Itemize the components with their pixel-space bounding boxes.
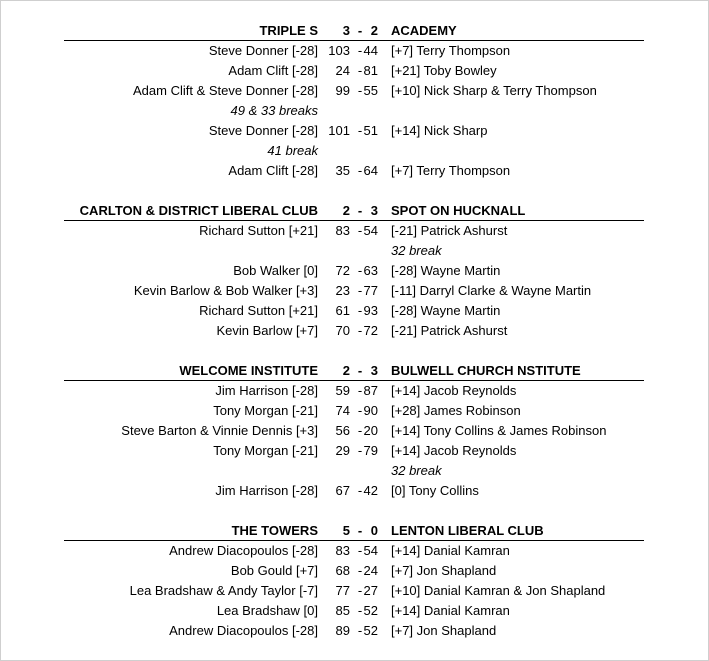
home-frame-score: 99	[335, 83, 350, 98]
frame-row	[0, 221, 709, 241]
home-team-score: 5	[342, 523, 350, 538]
score-separator: -	[357, 163, 363, 178]
score-separator: -	[357, 603, 363, 618]
frame-row	[0, 321, 709, 341]
match-header	[0, 361, 709, 381]
score-separator: -	[357, 43, 363, 58]
score-separator: -	[357, 383, 363, 398]
home-frame-score: 83	[335, 223, 350, 238]
score-separator: -	[357, 483, 363, 498]
away-team-name: BULWELL CHURCH NSTITUTE	[391, 363, 581, 378]
break-note-row	[0, 141, 709, 161]
away-frame-score: 24	[363, 563, 378, 578]
home-frame-score: 23	[335, 283, 350, 298]
score-separator: -	[357, 123, 363, 138]
away-frame-score: 54	[363, 543, 378, 558]
match-header	[0, 201, 709, 221]
break-note: 32 break	[391, 463, 442, 478]
match-header	[0, 521, 709, 541]
home-frame-score: 70	[335, 323, 350, 338]
home-frame-score: 83	[335, 543, 350, 558]
home-player: Adam Clift [-28]	[228, 63, 318, 78]
score-separator: -	[357, 363, 363, 378]
home-frame-score: 77	[335, 583, 350, 598]
home-team-score: 2	[342, 363, 350, 378]
frame-row	[0, 621, 709, 641]
away-player: [-21] Patrick Ashurst	[391, 323, 508, 338]
frame-row	[0, 561, 709, 581]
away-team-name: ACADEMY	[391, 23, 457, 38]
home-frame-score: 85	[335, 603, 350, 618]
away-frame-score: 79	[363, 443, 378, 458]
away-player: [+10] Danial Kamran & Jon Shapland	[391, 583, 606, 598]
frame-row	[0, 81, 709, 101]
break-note-row	[0, 461, 709, 481]
away-player: [+28] James Robinson	[391, 403, 521, 418]
score-separator: -	[357, 563, 363, 578]
score-separator: -	[357, 223, 363, 238]
frame-row	[0, 481, 709, 501]
home-player: Andrew Diacopoulos [-28]	[169, 623, 318, 638]
away-player: [0] Tony Collins	[391, 483, 479, 498]
break-note-row	[0, 101, 709, 121]
frame-row	[0, 601, 709, 621]
away-player: [-11] Darryl Clarke & Wayne Martin	[391, 283, 592, 298]
away-player: [+7] Jon Shapland	[391, 563, 497, 578]
away-player: [+14] Nick Sharp	[391, 123, 488, 138]
away-player: [+14] Danial Kamran	[391, 543, 510, 558]
home-player: Lea Bradshaw [0]	[216, 603, 318, 618]
frame-row	[0, 161, 709, 181]
away-frame-score: 90	[363, 403, 378, 418]
home-frame-score: 89	[335, 623, 350, 638]
home-player: Adam Clift [-28]	[228, 163, 318, 178]
home-team-name: CARLTON & DISTRICT LIBERAL CLUB	[79, 203, 318, 218]
home-frame-score: 29	[335, 443, 350, 458]
break-note: 32 break	[391, 243, 442, 258]
away-player: [+14] Danial Kamran	[391, 603, 510, 618]
home-team-name: WELCOME INSTITUTE	[179, 363, 318, 378]
home-frame-score: 74	[335, 403, 350, 418]
home-player: Bob Walker [0]	[233, 263, 318, 278]
match-block	[0, 361, 709, 501]
away-frame-score: 44	[363, 43, 378, 58]
home-player: Andrew Diacopoulos [-28]	[169, 543, 318, 558]
frame-row	[0, 441, 709, 461]
away-player: [+14] Jacob Reynolds	[391, 383, 517, 398]
away-frame-score: 20	[363, 423, 378, 438]
home-player: Adam Clift & Steve Donner [-28]	[133, 83, 318, 98]
match-block	[0, 521, 709, 641]
away-frame-score: 77	[363, 283, 378, 298]
away-player: [-28] Wayne Martin	[391, 263, 501, 278]
frame-row	[0, 281, 709, 301]
match-block	[0, 201, 709, 341]
home-frame-score: 35	[335, 163, 350, 178]
home-player: Lea Bradshaw & Andy Taylor [-7]	[129, 583, 318, 598]
score-separator: -	[357, 23, 363, 38]
frame-row	[0, 581, 709, 601]
home-player: Richard Sutton [+21]	[199, 223, 318, 238]
away-frame-score: 81	[363, 63, 378, 78]
away-frame-score: 54	[363, 223, 378, 238]
home-team-score: 3	[342, 23, 350, 38]
home-player: Richard Sutton [+21]	[199, 303, 318, 318]
break-note: 49 & 33 breaks	[230, 103, 318, 118]
away-player: [-28] Wayne Martin	[391, 303, 501, 318]
home-frame-score: 59	[335, 383, 350, 398]
away-frame-score: 52	[363, 603, 378, 618]
away-player: [+21] Toby Bowley	[391, 63, 497, 78]
away-frame-score: 87	[363, 383, 378, 398]
frame-row	[0, 381, 709, 401]
score-separator: -	[357, 423, 363, 438]
frame-row	[0, 541, 709, 561]
away-frame-score: 93	[363, 303, 378, 318]
away-frame-score: 51	[363, 123, 378, 138]
match-block	[0, 21, 709, 181]
home-frame-score: 67	[335, 483, 350, 498]
home-frame-score: 72	[335, 263, 350, 278]
away-player: [+7] Terry Thompson	[391, 43, 511, 58]
home-team-score: 2	[342, 203, 350, 218]
away-player: [+14] Tony Collins & James Robinson	[391, 423, 607, 438]
score-separator: -	[357, 323, 363, 338]
away-frame-score: 63	[363, 263, 378, 278]
score-separator: -	[357, 83, 363, 98]
away-frame-score: 42	[363, 483, 378, 498]
away-team-name: SPOT ON HUCKNALL	[391, 203, 526, 218]
frame-row	[0, 301, 709, 321]
away-player: [-21] Patrick Ashurst	[391, 223, 508, 238]
home-player: Jim Harrison [-28]	[215, 383, 318, 398]
score-separator: -	[357, 583, 363, 598]
away-team-name: LENTON LIBERAL CLUB	[391, 523, 544, 538]
away-frame-score: 64	[363, 163, 378, 178]
break-note: 41 break	[267, 143, 318, 158]
home-player: Tony Morgan [-21]	[213, 443, 318, 458]
home-team-name: THE TOWERS	[231, 523, 318, 538]
home-player: Tony Morgan [-21]	[213, 403, 318, 418]
home-frame-score: 24	[335, 63, 350, 78]
score-separator: -	[357, 263, 363, 278]
away-frame-score: 52	[363, 623, 378, 638]
away-frame-score: 72	[363, 323, 378, 338]
away-team-score: 3	[370, 203, 378, 218]
home-frame-score: 101	[328, 123, 350, 138]
away-team-score: 2	[370, 23, 378, 38]
score-separator: -	[357, 63, 363, 78]
away-team-score: 0	[370, 523, 378, 538]
away-frame-score: 27	[363, 583, 378, 598]
frame-row	[0, 121, 709, 141]
away-team-score: 3	[370, 363, 378, 378]
score-separator: -	[357, 523, 363, 538]
home-frame-score: 103	[328, 43, 350, 58]
home-player: Kevin Barlow [+7]	[216, 323, 318, 338]
score-separator: -	[357, 303, 363, 318]
frame-row	[0, 401, 709, 421]
score-separator: -	[357, 403, 363, 418]
home-player: Kevin Barlow & Bob Walker [+3]	[133, 283, 318, 298]
home-player: Bob Gould [+7]	[230, 563, 318, 578]
home-player: Steve Donner [-28]	[208, 123, 318, 138]
match-header	[0, 21, 709, 41]
frame-row	[0, 421, 709, 441]
score-separator: -	[357, 283, 363, 298]
away-player: [+7] Terry Thompson	[391, 163, 511, 178]
frame-row	[0, 61, 709, 81]
away-frame-score: 55	[363, 83, 378, 98]
away-player: [+7] Jon Shapland	[391, 623, 497, 638]
home-frame-score: 61	[335, 303, 350, 318]
score-separator: -	[357, 203, 363, 218]
home-frame-score: 56	[335, 423, 350, 438]
frame-row	[0, 261, 709, 281]
home-frame-score: 68	[335, 563, 350, 578]
home-player: Steve Donner [-28]	[208, 43, 318, 58]
away-player: [+14] Jacob Reynolds	[391, 443, 517, 458]
score-separator: -	[357, 443, 363, 458]
score-separator: -	[357, 543, 363, 558]
home-player: Steve Barton & Vinnie Dennis [+3]	[121, 423, 318, 438]
away-player: [+10] Nick Sharp & Terry Thompson	[391, 83, 597, 98]
break-note-row	[0, 241, 709, 261]
home-team-name: TRIPLE S	[259, 23, 318, 38]
score-separator: -	[357, 623, 363, 638]
frame-row	[0, 41, 709, 61]
home-player: Jim Harrison [-28]	[215, 483, 318, 498]
